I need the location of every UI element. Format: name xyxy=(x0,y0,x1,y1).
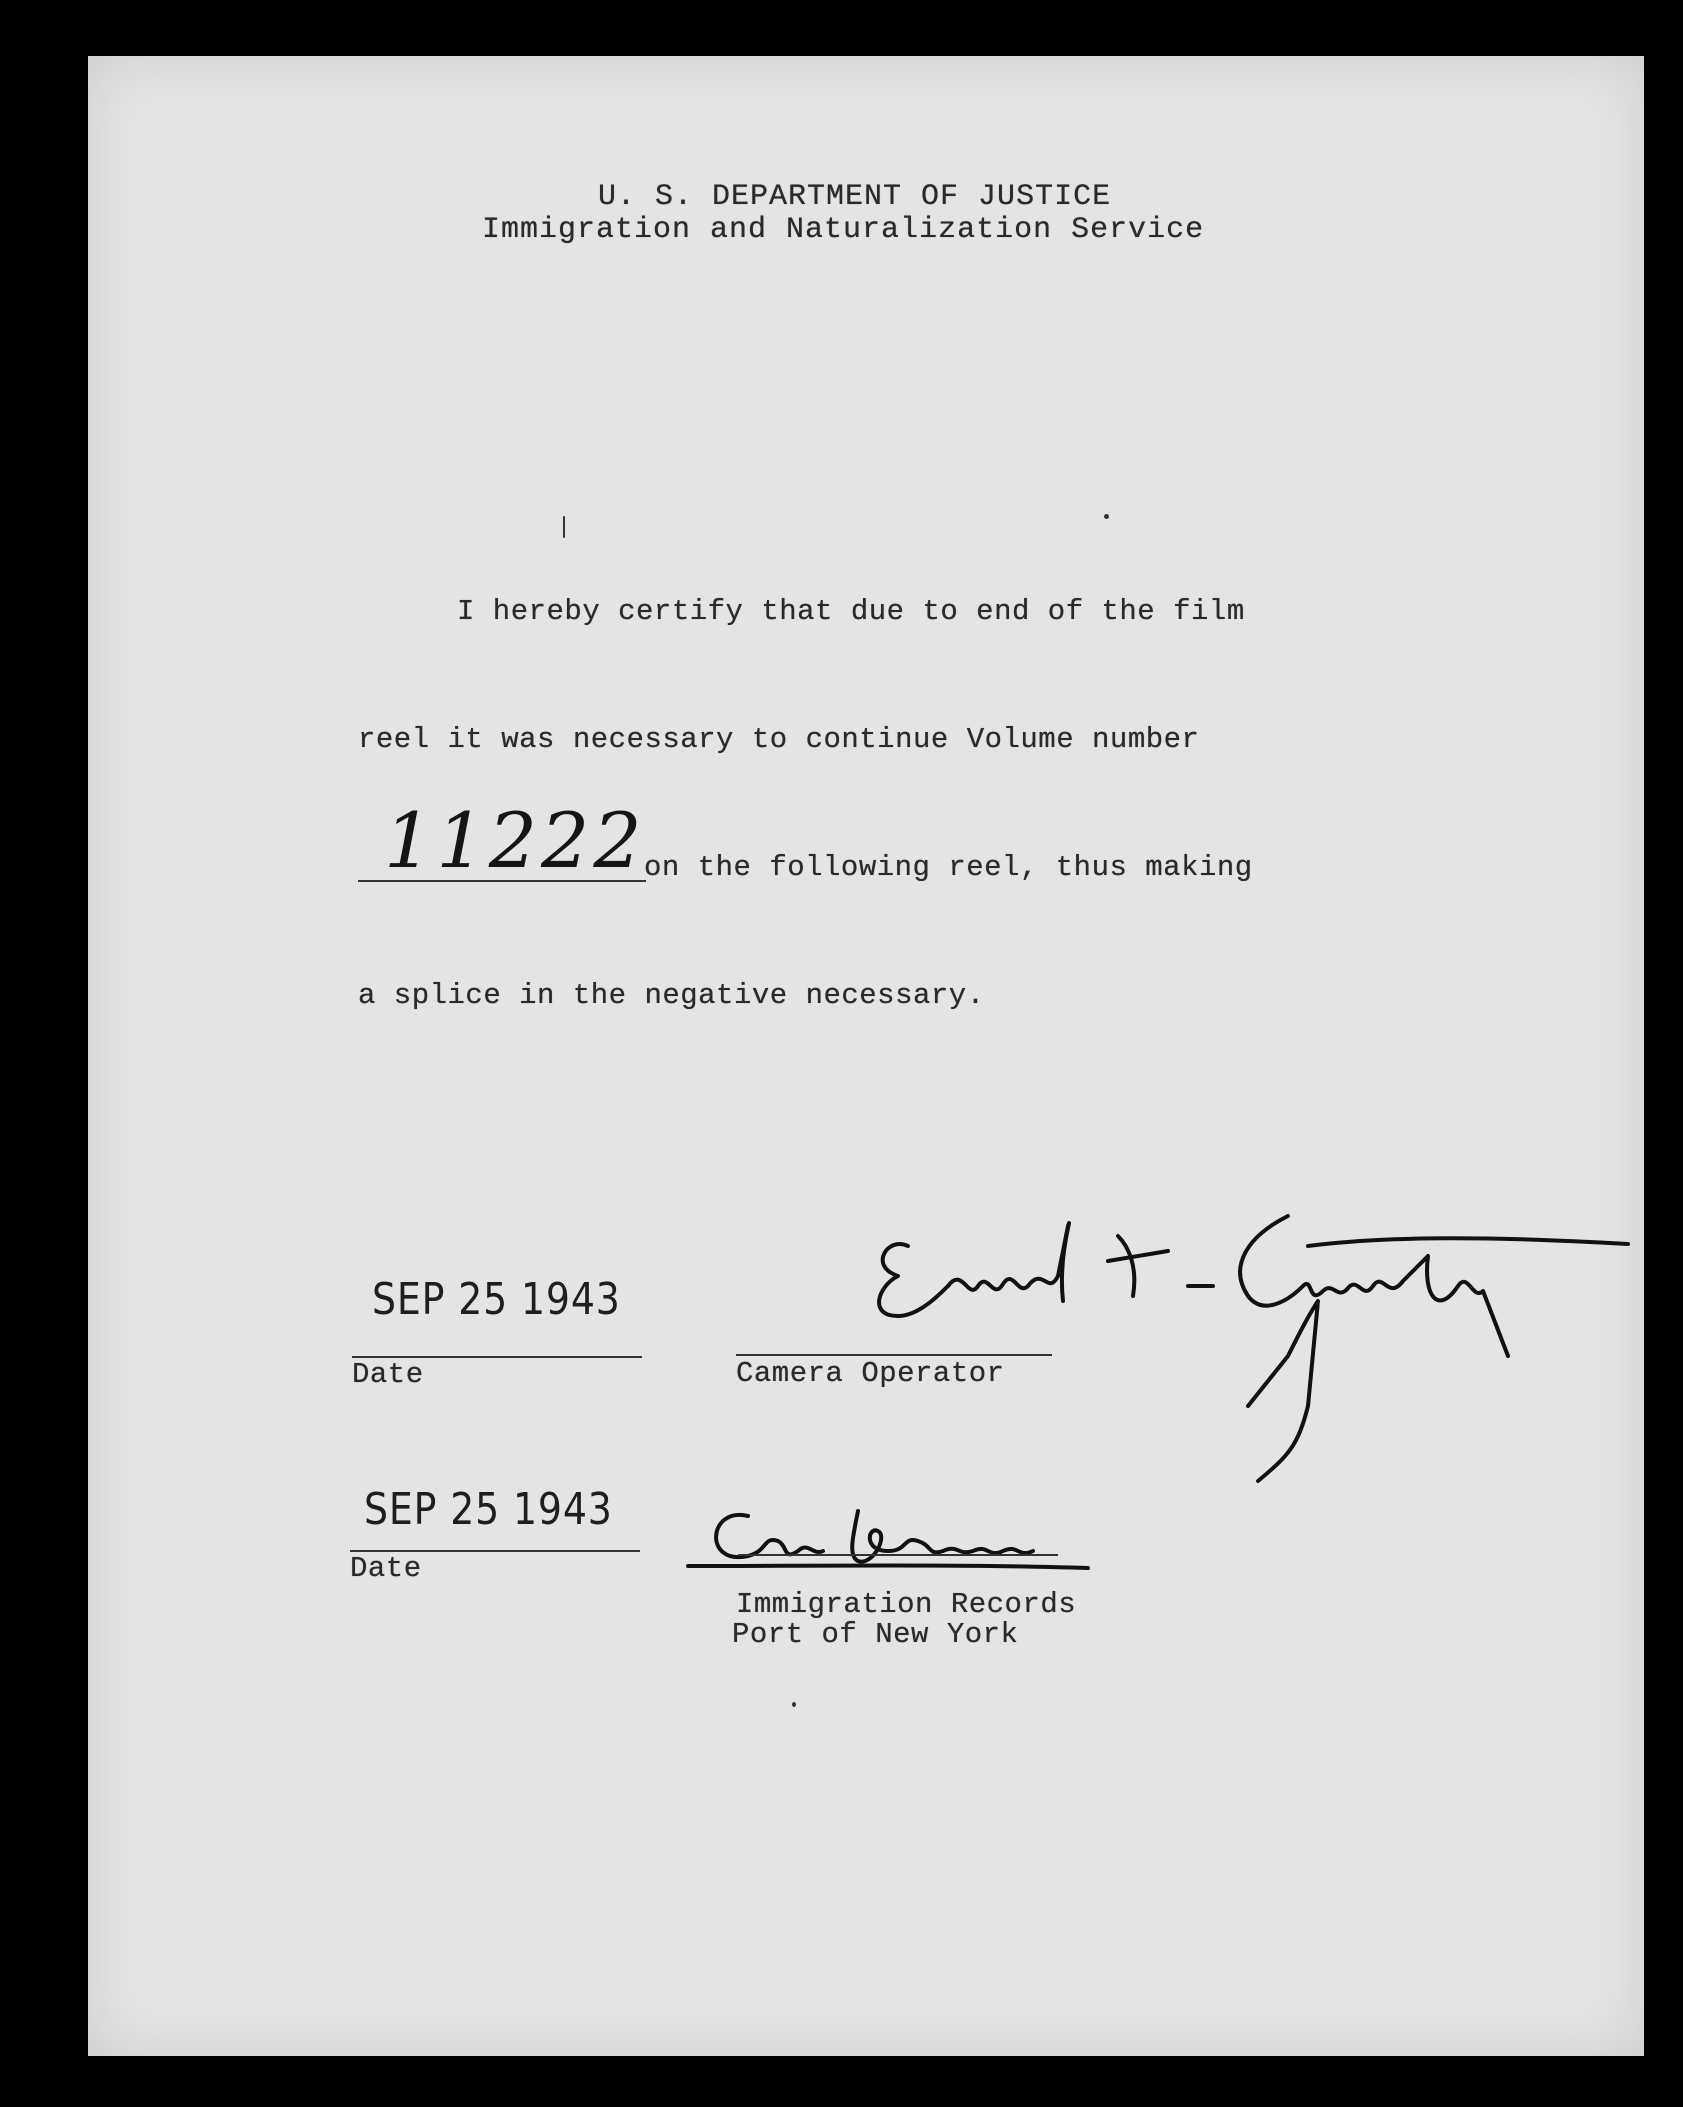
records-title-line-1: Immigration Records xyxy=(736,1588,1077,1621)
records-underline xyxy=(738,1554,1058,1556)
certification-line-2: reel it was necessary to continue Volume number xyxy=(358,723,1200,756)
date-1-label: Date xyxy=(352,1358,424,1391)
department-heading: U. S. DEPARTMENT OF JUSTICE xyxy=(598,180,1112,214)
scan-speck xyxy=(1104,514,1109,519)
camera-operator-signature xyxy=(868,1206,1628,1506)
scan-speck xyxy=(563,516,565,538)
certification-line-1: I hereby certify that due to end of the film xyxy=(457,595,1245,628)
camera-operator-underline xyxy=(736,1354,1052,1356)
scan-speck xyxy=(792,1702,796,1707)
camera-operator-label: Camera Operator xyxy=(736,1357,1005,1390)
date-stamp-1: SEP 25 1943 xyxy=(372,1274,621,1325)
certification-line-3: on the following reel, thus making xyxy=(644,851,1253,884)
records-title-line-2: Port of New York xyxy=(732,1618,1019,1651)
document-page xyxy=(88,56,1644,2056)
service-heading: Immigration and Naturalization Service xyxy=(482,213,1205,247)
volume-number-handwritten: 11222 xyxy=(384,796,646,885)
date-stamp-2: SEP 25 1943 xyxy=(364,1484,613,1535)
date-2-label: Date xyxy=(350,1552,422,1585)
records-signature xyxy=(688,1496,1108,1596)
certification-line-4: a splice in the negative necessary. xyxy=(358,979,985,1012)
